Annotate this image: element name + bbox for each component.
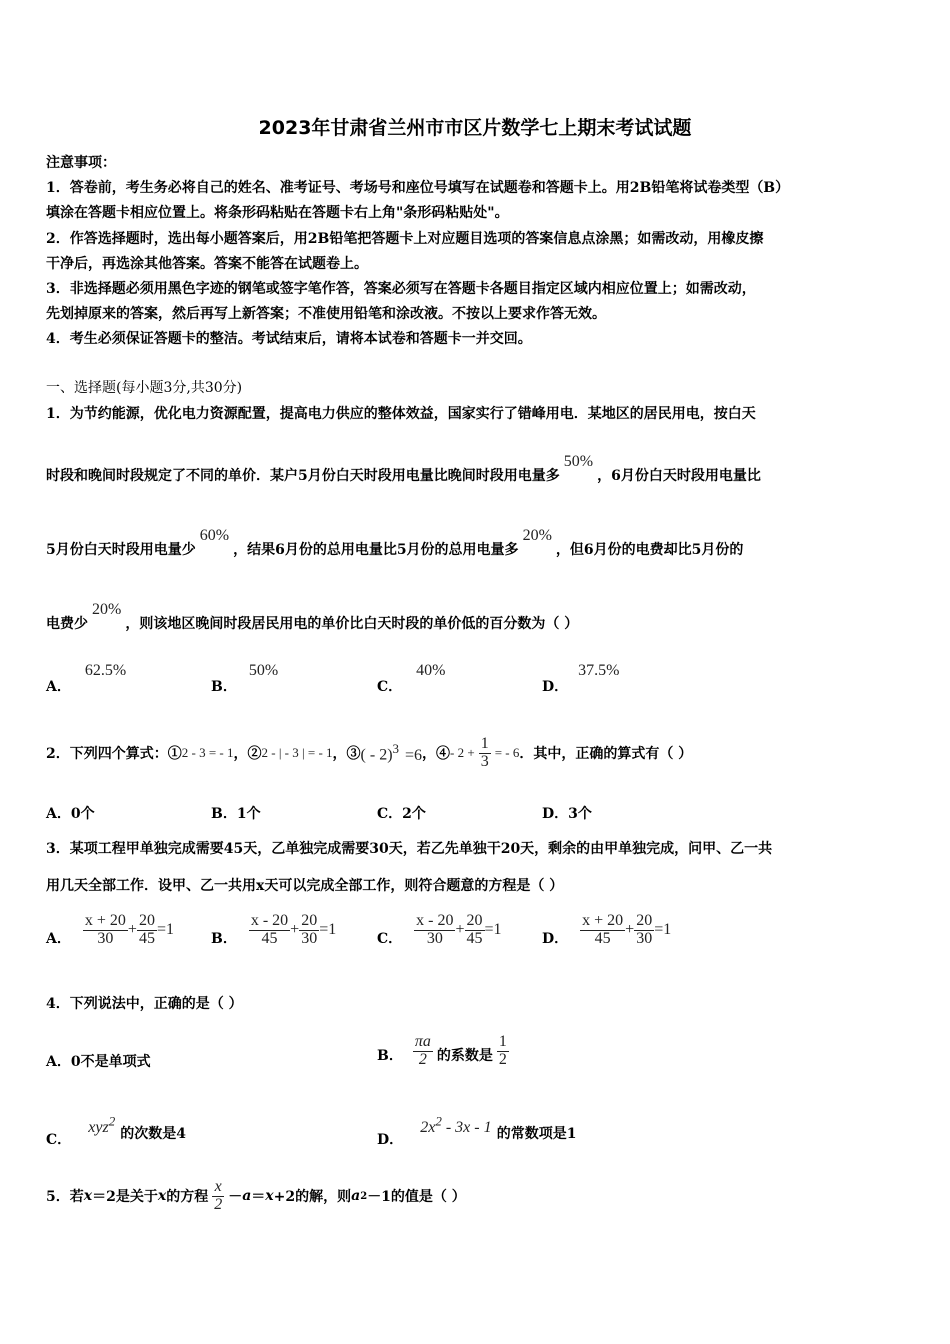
notes-line: 干净后，再选涂其他答案。答案不能答在试题卷上。 xyxy=(46,256,368,272)
q1-line2: 时段和晚间时段规定了不同的单价．某户5月份白天时段用电量比晚间时段用电量多50%，6月份白天时段用电量比 xyxy=(46,453,761,484)
section-heading: 一、选择题(每小题3分,共30分) xyxy=(46,380,243,396)
notes-line: 填涂在答题卡相应位置上。将条形码粘贴在答题卡右上角"条形码粘贴处"。 xyxy=(46,205,509,221)
q3-line2: 用几天全部工作．设甲、乙一共用x天可以完成全部工作，则符合题意的方程是（ ） xyxy=(46,878,564,894)
q2-option-c[interactable]: C．2个 xyxy=(377,806,426,822)
percent-20: 20% xyxy=(92,601,122,618)
percent-20: 20% xyxy=(522,527,552,544)
q4-option-b[interactable]: B． $\frac{\pi a}{2}$ 的系数是 $\frac{1}{2}$ xyxy=(377,1032,507,1068)
q1-line4: 电费少20%，则该地区晚间时段居民用电的单价比白天时段的单价低的百分数为（ ） xyxy=(46,601,579,632)
q3-line1: 3．某项工程甲单独完成需要45天，乙单独完成需要30天，若乙先单独干20天，剩余的由甲单独完成，问甲、乙一共 xyxy=(46,841,773,857)
q5-stem: 5．若 x ＝2是关于 x 的方程 $\frac{x}{2}$ － a ＝ x +2的解，则 a 2 －1的值是（ ） xyxy=(46,1177,466,1213)
q2-option-b[interactable]: B．1个 xyxy=(211,806,261,822)
q3-option-c[interactable]: C． $\frac{x - 20}{30}$ + $\frac{20}{45}$ =1 xyxy=(377,911,502,947)
expr-1: 2 - 3 = - 1 xyxy=(181,745,234,760)
q4-option-c[interactable]: C． xyz$^2$ 的次数是4 xyxy=(46,1114,187,1149)
q1-line3: 5月份白天时段用电量少60%，结果6月份的总用电量比5月份的总用电量多20%，但6月份的电费却比5月份的 xyxy=(46,527,744,558)
expr-3: ( - 2)$^3$ =6 xyxy=(360,741,423,764)
q1-option-d[interactable]: D．37.5% xyxy=(542,662,620,695)
q3-option-d[interactable]: D． $\frac{x + 20}{45}$ + $\frac{20}{30}$ =1 xyxy=(542,911,672,947)
notes-line: 1．答卷前，考生务必将自己的姓名、准考证号、考场号和座位号填写在试题卷和答题卡上。用2B铅笔将试卷类型（B） xyxy=(46,180,790,196)
expr-4: - 2 + $\frac{1}{3}$ = - 6 xyxy=(450,734,520,770)
q4-stem: 4．下列说法中，正确的是（ ） xyxy=(46,996,243,1012)
page-title: 2023年甘肃省兰州市市区片数学七上期末考试试题 xyxy=(258,117,692,139)
q2-option-d[interactable]: D．3个 xyxy=(542,806,592,822)
notes-heading: 注意事项： xyxy=(46,155,116,171)
q4-option-a[interactable]: A．0不是单项式 xyxy=(46,1054,151,1070)
notes-line: 先划掉原来的答案，然后再写上新答案；不准使用铅笔和涂改液。不按以上要求作答无效。 xyxy=(46,306,606,322)
notes-line: 4．考生必须保证答题卡的整洁。考试结束后，请将本试卷和答题卡一并交回。 xyxy=(46,331,532,347)
notes-line: 3．非选择题必须用黑色字迹的钢笔或签字笔作答，答案必须写在答题卡各题目指定区域内相应位置上；如需改动， xyxy=(46,281,756,297)
q1-option-b[interactable]: B．50% xyxy=(211,662,279,695)
q1-line1: 1．为节约能源，优化电力资源配置，提高电力供应的整体效益，国家实行了错峰用电．某地区的居民用电，按白天 xyxy=(46,406,756,422)
q3-option-a[interactable]: A． $\frac{x + 20}{30}$ + $\frac{20}{45}$ =1 xyxy=(46,911,174,947)
q1-option-a[interactable]: A．62.5% xyxy=(46,662,127,695)
q3-option-b[interactable]: B． $\frac{x - 20}{45}$ + $\frac{20}{30}$ =1 xyxy=(211,911,337,947)
q1-option-c[interactable]: C．40% xyxy=(377,662,446,695)
q2-stem: 2．下列四个算式：① 2 - 3 = - 1 ，② 2 - | - 3 | = - 1 ，③ ( - 2)$^3$ =6 ，④ - 2 + $\frac{1}{3}$ = - 6 ．其中，正确的算式有（ ） xyxy=(46,734,693,770)
q4-option-d[interactable]: D． $2x^2 - 3x - 1$ 的常数项是1 xyxy=(377,1114,577,1149)
expr-2: 2 - | - 3 | = - 1 xyxy=(261,745,333,760)
q2-option-a[interactable]: A．0个 xyxy=(46,806,95,822)
percent-50: 50% xyxy=(563,453,594,470)
percent-60: 60% xyxy=(199,527,230,544)
notes-line: 2．作答选择题时，选出每小题答案后，用2B铅笔把答题卡上对应题目选项的答案信息点涂黑；如需改动，用橡皮擦 xyxy=(46,231,764,247)
